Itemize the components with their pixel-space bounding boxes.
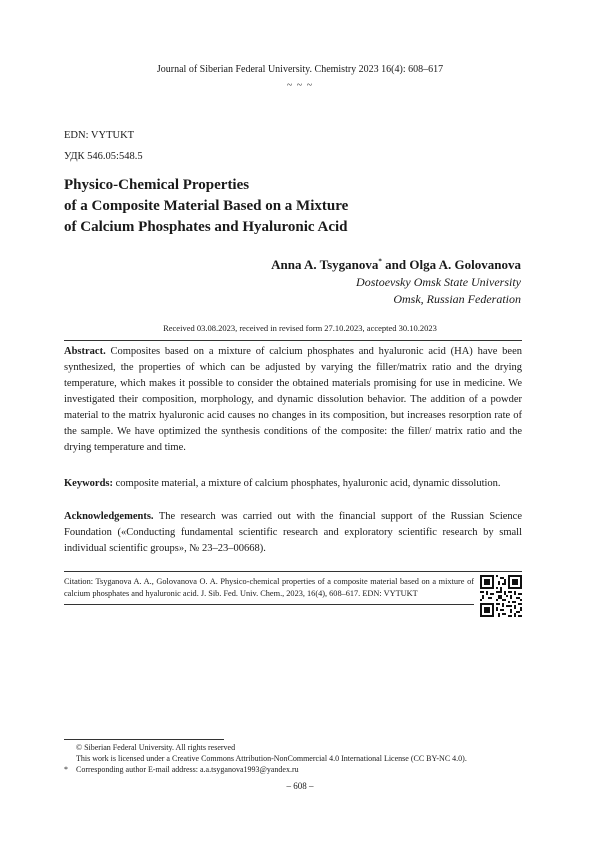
abstract-text: Composites based on a mixture of calcium phosphates and hyaluronic acid (HA) have been synthesized, the properties of which can be adjusted by varying the filler/matrix ratio and the drying temperature, which makes it possible to consider the obtained materials promising for use in medicine. We investigated their composition, morphology, and dynamic dissolution behavior. The addition of a powder material to the matrix hyaluronic acid causes no changes in its composition, but increases resorption rate of the sample. We have optimized the synthesis conditions of the composite: the filler/ matrix ratio and the drying temperature and time. xyxy=(64,346,522,453)
citation: Citation: Tsyganova A. A., Golovanova O. A. Physico-chemical properties of a composite material based on a mixture of calcium phosphates and hyaluronic acid. J. Sib. Fed. Univ. Chem., 2023, 16(4), 608–617. EDN: VYTUKT xyxy=(64,577,474,598)
corresponding-author-email[interactable]: Corresponding author E-mail address: a.a.tsyganova1993@yandex.ru xyxy=(76,765,299,774)
udk-code: УДК 546.05:548.5 xyxy=(64,151,143,162)
header-ornament: ~ ~ ~ xyxy=(286,80,314,91)
edn-code: EDN: VYTUKT xyxy=(64,130,135,141)
author-2: Olga A. Golovanova xyxy=(409,257,521,272)
corresponding-mark: * xyxy=(378,257,382,266)
divider-citation-top xyxy=(64,571,522,572)
footnote-divider xyxy=(64,739,224,740)
title-line-2: of a Composite Material Based on a Mixture xyxy=(64,198,349,214)
copyright-note: © Siberian Federal University. All rights reserved xyxy=(76,743,236,752)
divider-citation-bottom xyxy=(64,604,474,605)
keywords-text: composite material, a mixture of calcium phosphates, hyaluronic acid, dynamic dissolution. xyxy=(113,478,501,489)
abstract xyxy=(64,344,522,456)
affiliation-university: Dostoevsky Omsk State University xyxy=(356,275,521,289)
abstract-label: Abstract. xyxy=(64,346,106,357)
authors xyxy=(271,257,521,273)
corresponding-footnote-mark: * xyxy=(64,765,68,774)
keywords-label: Keywords: xyxy=(64,478,113,489)
received-dates: Received 03.08.2023, received in revised form 27.10.2023, accepted 30.10.2023 xyxy=(163,323,437,333)
page-number: – 608 – xyxy=(286,781,314,791)
acknowledgements xyxy=(64,509,522,557)
title-line-3: of Calcium Phosphates and Hyaluronic Acid xyxy=(64,219,348,235)
title-line-1: Physico-Chemical Properties xyxy=(64,177,250,193)
license-note: This work is licensed under a Creative Commons Attribution-NonCommercial 4.0 International License (CC BY-NC 4.0). xyxy=(76,754,467,763)
article-title xyxy=(64,175,524,238)
acknowledgements-text: The research was carried out with the financial support of the Russian Science Foundation («Conducting fundamental scientific research and exploratory scientific research by small individual scientific groups», № 23–23–00668). xyxy=(64,511,522,554)
acknowledgements-label: Acknowledgements. xyxy=(64,511,154,522)
affiliation-location: Omsk, Russian Federation xyxy=(393,292,521,306)
journal-header: Journal of Siberian Federal University. Chemistry 2023 16(4): 608–617 xyxy=(156,64,444,75)
qr-code-icon[interactable] xyxy=(480,575,522,617)
author-1: Anna A. Tsyganova xyxy=(271,257,379,272)
corresponding-author-note xyxy=(64,764,299,775)
divider-top xyxy=(64,340,522,341)
author-connector: and xyxy=(381,257,410,272)
keywords xyxy=(64,476,522,492)
